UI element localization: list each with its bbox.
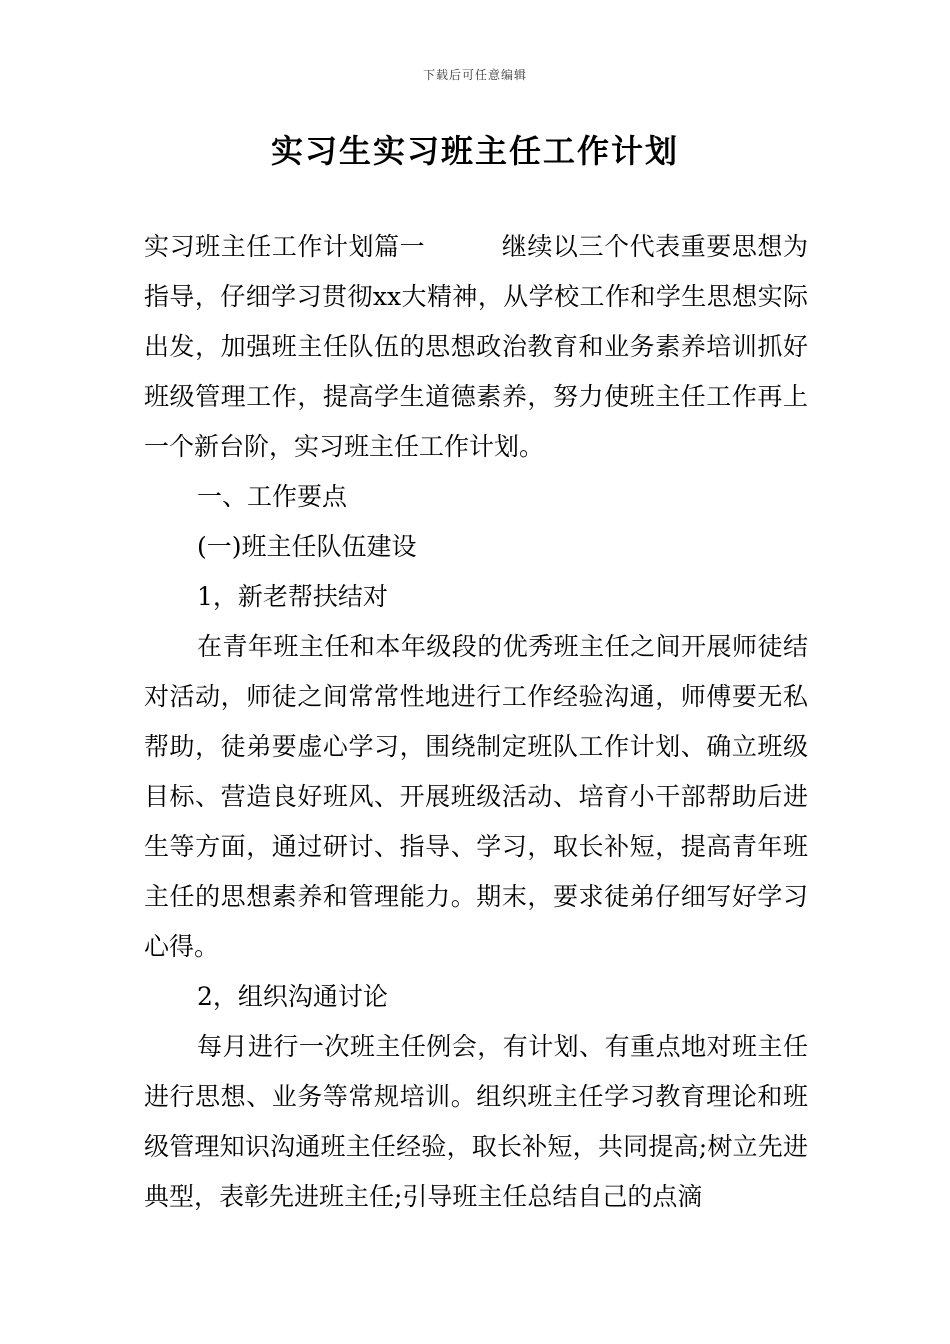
- heading-discussion: 2，组织沟通讨论: [197, 982, 388, 1011]
- heading-work-points: 一、工作要点: [197, 482, 348, 511]
- document-title: 实习生实习班主任工作计划: [270, 132, 679, 170]
- paragraph-mentoring: 在青年班主任和本年级段的优秀班主任之间开展师徒结对活动，师徒之间常常性地进行工作经验沟通，师傅要无私帮助，徒弟要虚心学习，围绕制定班队工作计划、确立班级目标、营造良好班风、开展班级活动、培育小干部帮助后进生等方面，通过研讨、指导、学习，取长补短，提高青年班主任的思想素养和管理能力。期末，要求徒弟仔细写好学习心得。: [144, 632, 808, 961]
- heading-team-building: (一)班主任队伍建设: [197, 532, 417, 561]
- header-note: 下载后可任意编辑: [422, 68, 527, 82]
- heading-mentoring: 1，新老帮扶结对: [197, 582, 388, 611]
- intro-prefix: 实习班主任工作计划篇一: [144, 232, 426, 261]
- paragraph-discussion: 每月进行一次班主任例会，有计划、有重点地对班主任进行思想、业务等常规培训。组织班主任学习教育理论和班级管理知识沟通班主任经验，取长补短，共同提高;树立先进典型，表彰先进班主任;引导班主任总结自己的点滴: [144, 1032, 808, 1211]
- document-body: [144, 222, 808, 1222]
- intro-text: 继续以三个代表重要思想为指导，仔细学习贯彻xx大精神，从学校工作和学生思想实际出发，加强班主任队伍的思想政治教育和业务素养培训抓好班级管理工作，提高学生道德素养，努力使班主任工作再上一个新台阶，实习班主任工作计划。: [144, 232, 808, 461]
- paragraph-intro: [144, 222, 808, 472]
